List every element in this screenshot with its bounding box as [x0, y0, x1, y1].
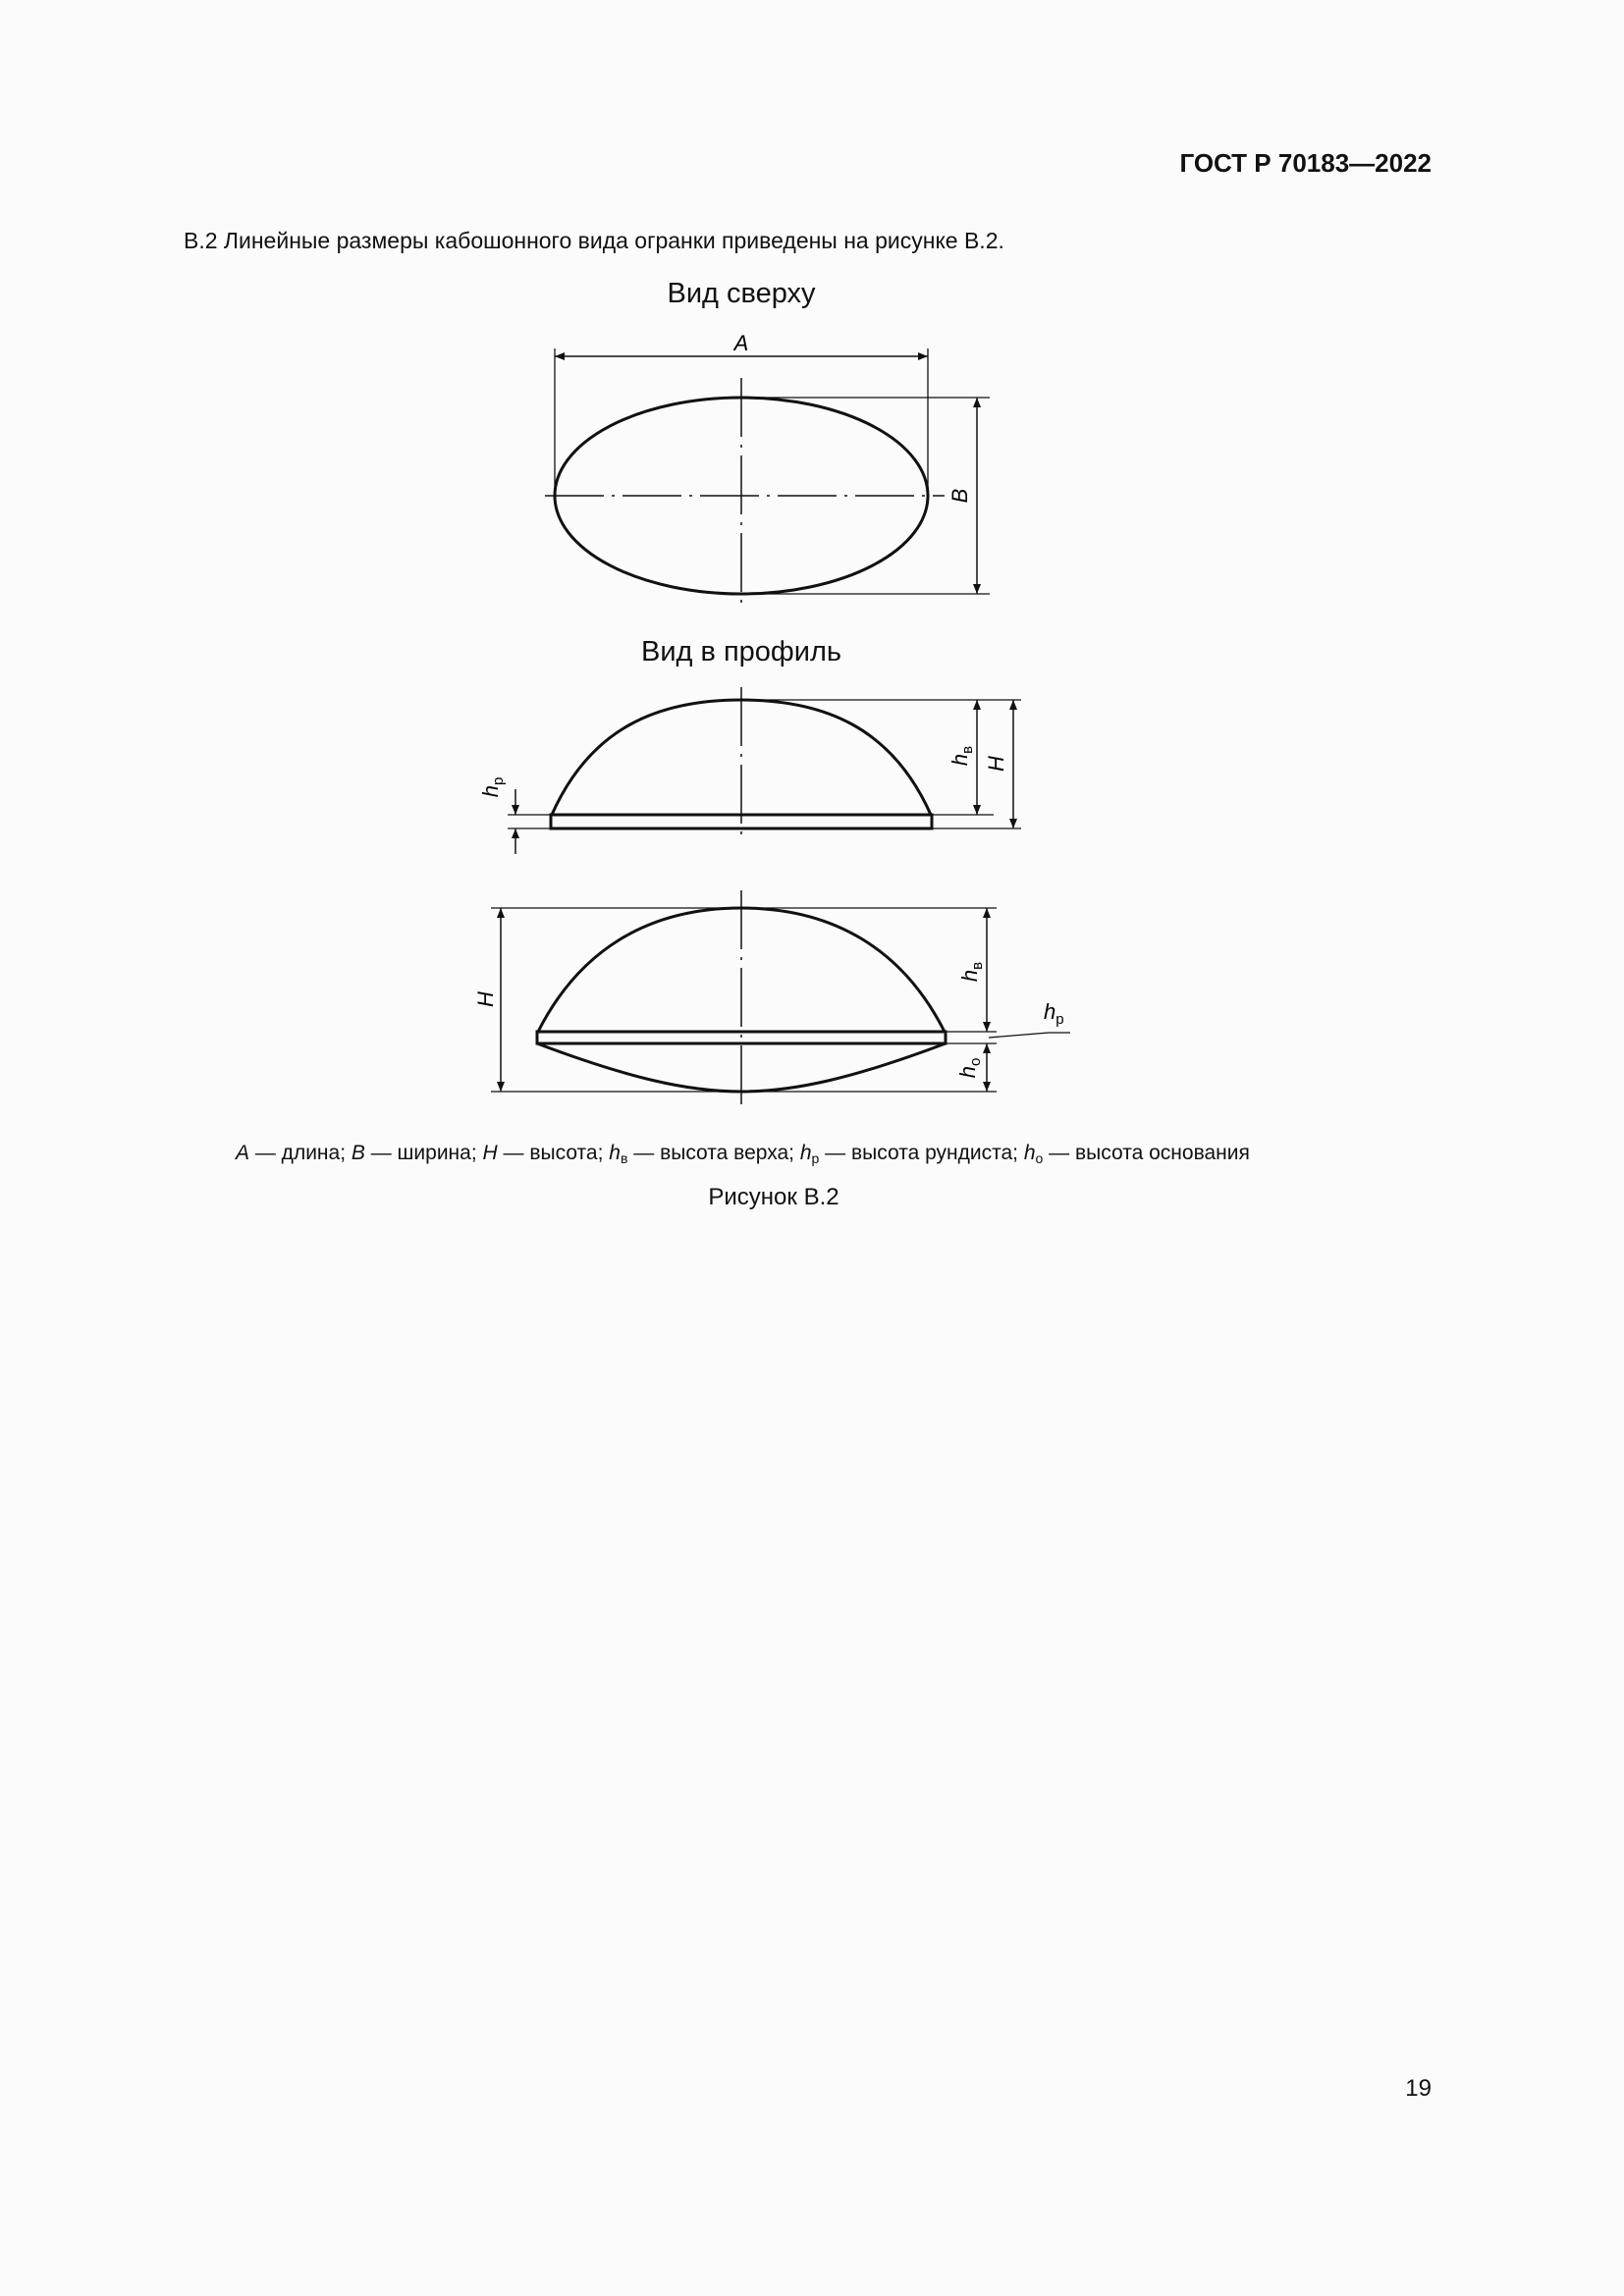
profile-view-title: Вид в профиль [640, 636, 842, 667]
page-number: 19 [1405, 2075, 1432, 2102]
profile-2-label-H: H [473, 991, 498, 1007]
profile-2-label-ho: $h_о$ [955, 1057, 984, 1079]
profile-2-hr-leader [989, 1033, 1070, 1038]
profile-1-label-hr: $h_р$ [478, 776, 507, 798]
section-paragraph: B.2 Линейные размеры кабошонного вида огранки приведены на рисунке B.2. [184, 228, 1004, 253]
top-view-drawing [545, 348, 990, 607]
profile-view-1-drawing [508, 687, 1021, 854]
profile-2-label-hr: $h_р$ [1044, 999, 1064, 1028]
document-header: ГОСТ Р 70183—2022 [1179, 148, 1432, 178]
figure-legend: A — длина; B — ширина; H — высота; $h_в$ — высота верха; $h_р$ — высота рундиста; $h_о$ — высота основания [236, 1142, 1250, 1166]
profile-view-2-drawing [491, 890, 1070, 1107]
label-B: B [947, 488, 972, 504]
label-A: A [733, 331, 749, 355]
profile-2-label-hv: $h_в$ [957, 961, 986, 983]
figure-caption: Рисунок B.2 [708, 1184, 839, 1210]
top-view-title: Вид сверху [667, 278, 816, 309]
profile-1-label-H: H [984, 756, 1008, 772]
profile-1-label-hv: $h_в$ [947, 745, 976, 767]
